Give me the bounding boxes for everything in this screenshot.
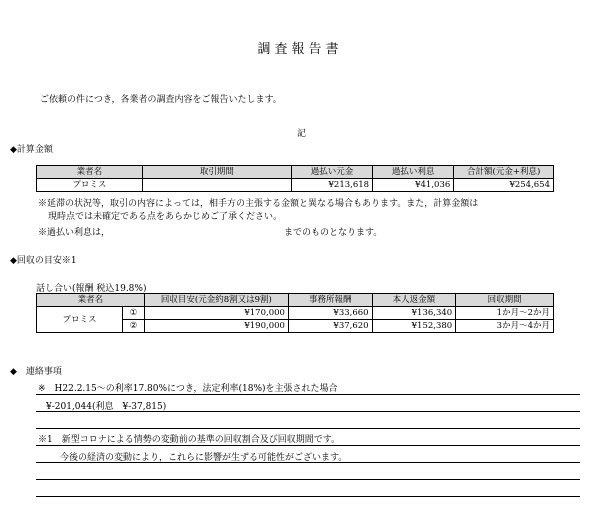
recovery-subheading: 話し合い(報酬 税込19.8%): [36, 284, 147, 294]
rule-line: [36, 445, 580, 446]
recovery-header-refund: 本人返金額: [372, 294, 456, 307]
intro-text: ご依頼の件につき，各業者の調査内容をご報告いたします。: [40, 95, 282, 105]
contact-line-1: ※ H22.2.15～の利率17.80%につき，法定利率(18%)を主張された場合: [38, 384, 338, 394]
calc-cell-period: [142, 179, 291, 192]
recovery-cell-refund-1: ¥136,340: [372, 307, 456, 320]
recovery-header-row: [37, 294, 554, 307]
calc-header-company: 業者名: [37, 166, 143, 179]
recovery-heading: ◆回収の目安※1: [10, 256, 77, 266]
recovery-cell-no-2: ②: [123, 320, 145, 333]
calc-cell-total: ¥254,654: [454, 179, 554, 192]
recovery-header-period: 回収期間: [456, 294, 554, 307]
calc-header-period: 取引期間: [142, 166, 291, 179]
calc-note-2a: ※過払い利息は，: [38, 228, 111, 238]
contact-line-3: ※1 新型コロナによる情勢の変動前の基準の回収割合及び回収期間です。: [38, 435, 341, 445]
recovery-cell-no-1: ①: [123, 307, 145, 320]
contact-line-4: 今後の経済の変動により，これらに影響が生ずる可能性がございます。: [60, 453, 348, 463]
recovery-header-company: 業者名: [37, 294, 145, 307]
recovery-cell-company: プロミス: [37, 307, 123, 333]
recovery-cell-fee-1: ¥33,660: [288, 307, 372, 320]
calc-header-interest: 過払い利息: [373, 166, 454, 179]
rule-line: [36, 411, 580, 412]
calc-cell-principal: ¥213,618: [291, 179, 372, 192]
recovery-cell-target-2: ¥190,000: [144, 320, 288, 333]
calc-note-2b: までのものとなります。: [284, 228, 383, 238]
rule-line: [36, 496, 580, 497]
recovery-row-1: [37, 307, 554, 320]
calc-header-total: 合計額(元金+利息): [454, 166, 554, 179]
rule-line: [36, 462, 580, 463]
rule-line: [36, 394, 580, 395]
calc-cell-company: プロミス: [37, 179, 143, 192]
calc-row: [37, 179, 554, 192]
calc-header-principal: 過払い元金: [291, 166, 372, 179]
recovery-table: [36, 293, 554, 333]
page-title: 調査報告書: [257, 42, 343, 57]
calc-header-row: [37, 166, 554, 179]
recovery-cell-fee-2: ¥37,620: [288, 320, 372, 333]
ki-label: 記: [297, 129, 307, 139]
calc-table: [36, 165, 554, 192]
calc-cell-interest: ¥41,036: [373, 179, 454, 192]
rule-line: [36, 479, 580, 480]
calc-note-1b: 現時点では未確定である点をあらかじめご了承ください。: [48, 212, 283, 222]
recovery-header-target: 回収目安(元金約8割又は9割): [144, 294, 288, 307]
calc-note-1a: ※延滞の状況等，取引の内容によっては，相手方の主張する金額と異なる場合もあります。また，計算金額は: [38, 199, 479, 209]
recovery-cell-target-1: ¥170,000: [144, 307, 288, 320]
recovery-header-fee: 事務所報酬: [288, 294, 372, 307]
contact-line-2: ¥-201,044(利息 ¥-37,815): [46, 402, 167, 412]
rule-line: [36, 428, 580, 429]
calc-heading: ◆計算金額: [10, 145, 53, 155]
contact-heading: ◆ 連絡事項: [10, 367, 62, 377]
recovery-cell-refund-2: ¥152,380: [372, 320, 456, 333]
recovery-cell-period-1: 1か月～2か月: [456, 307, 554, 320]
recovery-cell-period-2: 3か月～4か月: [456, 320, 554, 333]
